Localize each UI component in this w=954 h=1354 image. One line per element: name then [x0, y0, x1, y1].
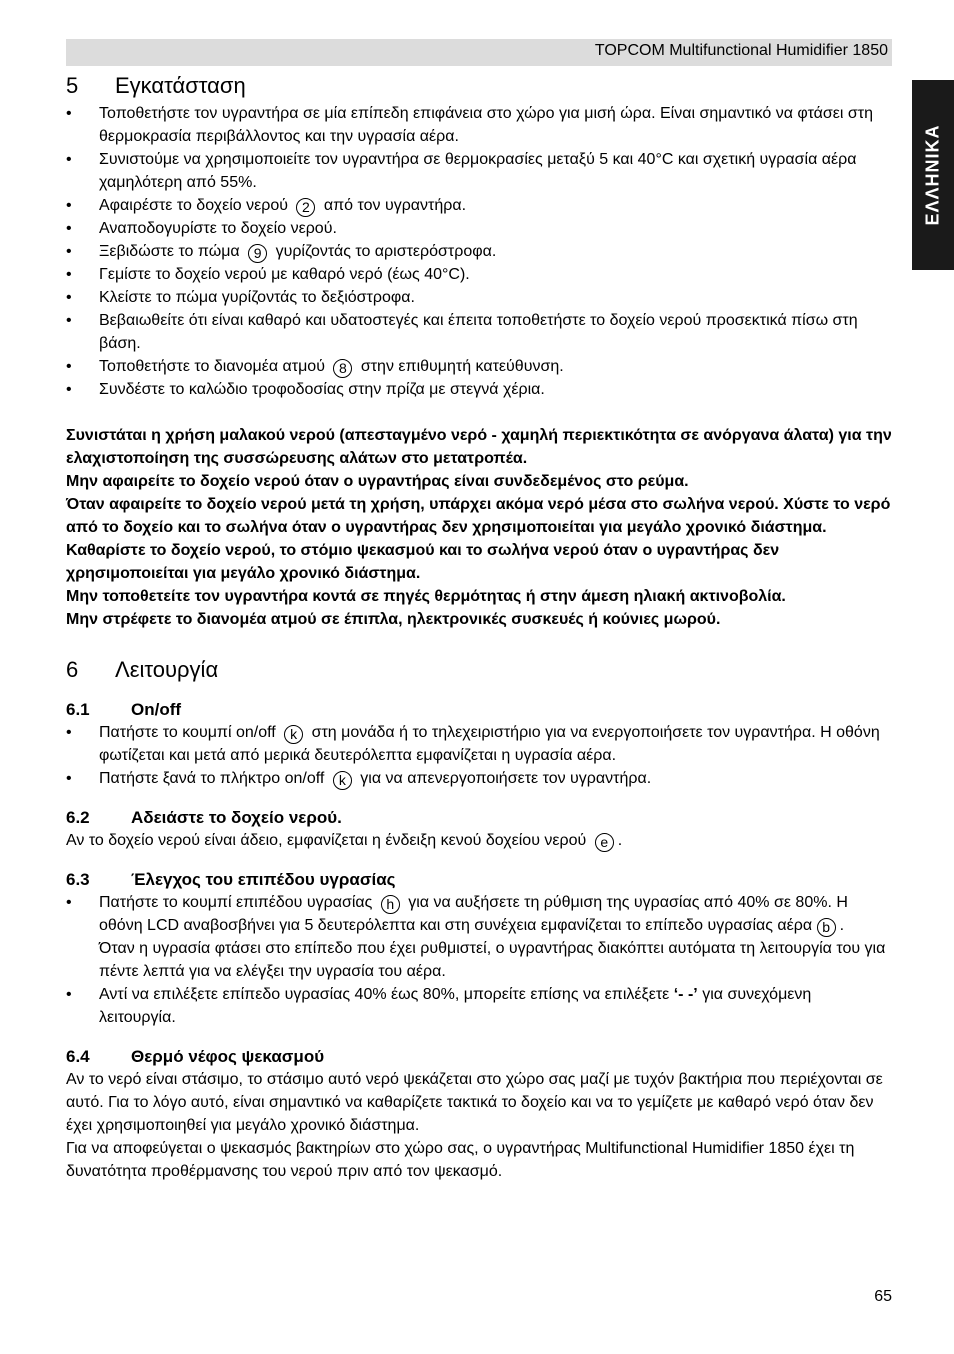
section-6-title: Λειτουργία: [115, 657, 219, 682]
section-6-2-heading: 6.2 Αδειάστε το δοχείο νερού.: [66, 808, 342, 827]
warnings-block: [66, 424, 892, 631]
list-item: • Συνδέστε το καλώδιο τροφοδοσίας στην πρίζα με στεγνά χέρια.: [66, 378, 892, 401]
humidity-list: [66, 891, 892, 1029]
onoff-list: [66, 721, 892, 790]
list-item: • Ξεβιδώστε το πώμα 9 γυρίζοντάς το αριστερόστροφα.: [66, 240, 892, 263]
humidity-h-symbol-icon: h: [381, 895, 400, 914]
list-item: • Πατήστε ξανά το πλήκτρο on/off k για να απενεργοποιήσετε τον υγραντήρα.: [66, 767, 892, 790]
page-number: 65: [874, 1288, 892, 1305]
part-8-symbol-icon: 8: [333, 359, 352, 378]
header-bar: [66, 39, 892, 66]
page-content: [66, 72, 892, 1183]
language-tab: [912, 80, 954, 270]
section-6-1-title: On/off: [131, 700, 182, 719]
list-item: • Κλείστε το πώμα γυρίζοντάς το δεξιόστροφα.: [66, 286, 892, 309]
list-item: • Βεβαιωθείτε ότι είναι καθαρό και υδατοστεγές και έπειτα τοποθετήστε το δοχείο νερού προσεκτικά πίσω στη βάση.: [66, 309, 892, 355]
header-title: TOPCOM Multifunctional Humidifier 1850: [594, 42, 888, 59]
part-9-symbol-icon: 9: [248, 244, 267, 263]
onoff-k-symbol-icon: k: [284, 725, 303, 744]
list-item: • Πατήστε το κουμπί επιπέδου υγρασίας h για να αυξήσετε τη ρύθμιση της υγρασίας από 40% σε 80%. Η οθόνη LCD αναβοσβήνει για 5 δευτερόλεπτα και στη συνέχεια εμφανίζεται το επίπεδο υγρασίας αέρα b . Όταν η υγρασία φτάσει στο επίπεδο που έχει ρυθμιστεί, ο υγραντήρας διακόπτει αυτόματα τη λειτουργία του για πέντε λεπτά για να ελέγξει την υγρασία του αέρα.: [66, 891, 892, 983]
list-item: • Αναποδογυρίστε το δοχείο νερού.: [66, 217, 892, 240]
section-5-title: Εγκατάσταση: [115, 73, 246, 98]
section-6-3-heading: 6.3 Έλεγχος του επιπέδου υγρασίας: [66, 870, 396, 889]
section-5-heading: 5 Εγκατάσταση: [66, 73, 246, 98]
paragraph: Για να αποφεύγεται ο ψεκασμός βακτηρίων στο χώρο σας, ο υγραντήρας Multifunctional Humidifier 1850 έχει τη δυνατότητα προθέρμανσης του νερού πριν από τον ψεκασμό.: [66, 1140, 855, 1180]
part-2-symbol-icon: 2: [296, 198, 315, 217]
list-item: • Πατήστε το κουμπί on/off k στη μονάδα ή το τηλεχειριστήριο για να ενεργοποιήσετε τον υγραντήρα. Η οθόνη φωτίζεται και μετά από μερικά δευτερόλεπτα εμφανίζεται η υγρασία αέρα.: [66, 721, 892, 767]
onoff-k-symbol-icon: k: [333, 771, 352, 790]
list-item: • Συνιστούμε να χρησιμοποιείτε τον υγραντήρα σε θερμοκρασίες μεταξύ 5 και 40°C και σχετική υγρασία αέρα χαμηλότερη από 55%.: [66, 148, 892, 194]
paragraph: Αν το νερό είναι στάσιμο, το στάσιμο αυτό νερό ψεκάζεται στο χώρο σας μαζί με τυχόν βακτήρια που περιέχονται σε αυτό. Για το λόγο αυτό, είναι σημαντικό να καθαρίζετε τακτικά το δοχείο και να το γεμίζετε με καθαρό νερό όταν δεν έχει χρησιμοποιηθεί για μεγάλο χρονικό διάστημα.: [66, 1071, 883, 1134]
warning-text: Μην στρέφετε το διανομέα ατμού σε έπιπλα, ηλεκτρονικές συσκευές ή κούνιες μωρού.: [66, 611, 721, 628]
warning-text: Όταν αφαιρείτε το δοχείο νερού μετά τη χρήση, υπάρχει ακόμα νερό μέσα στο σωλήνα νερού. Χύστε το νερό από το δοχείο και το σωλήνα όταν ο υγραντήρας δεν χρησιμοποιείται για μεγάλο χρονικό διάστημα.: [66, 496, 891, 536]
language-tab-label: ΕΛΛΗΝΙΚΑ: [922, 124, 943, 226]
list-item: • Τοποθετήστε το διανομέα ατμού 8 στην επιθυμητή κατεύθυνση.: [66, 355, 892, 378]
section-6-2-title: Αδειάστε το δοχείο νερού.: [131, 808, 342, 827]
list-item: • Τοποθετήστε τον υγραντήρα σε μία επίπεδη επιφάνεια στο χώρο για μισή ώρα. Είναι σημαντικό να φτάσει στη θερμοκρασία περιβάλλοντος και την υγρασία αέρα.: [66, 102, 892, 148]
warning-text: Συνιστάται η χρήση μαλακού νερού (απεσταγμένο νερό - χαμηλή περιεκτικότητα σε ανόργανα άλατα) για την ελαχιστοποίηση της συσσώρευσης αλάτων στο μετατροπέα.: [66, 427, 892, 467]
section-6-4-heading: 6.4 Θερμό νέφος ψεκασμού: [66, 1047, 325, 1066]
list-item: • Γεμίστε το δοχείο νερού με καθαρό νερό (έως 40°C).: [66, 263, 892, 286]
warning-text: Μην αφαιρείτε το δοχείο νερού όταν ο υγραντήρας είναι συνδεδεμένος στο ρεύμα.: [66, 473, 689, 490]
empty-tank-e-symbol-icon: e: [595, 833, 614, 852]
warning-text: Μην τοποθετείτε τον υγραντήρα κοντά σε πηγές θερμότητας ή στην άμεση ηλιακή ακτινοβολία.: [66, 588, 786, 605]
list-item: • Αντί να επιλέξετε επίπεδο υγρασίας 40% έως 80%, μπορείτε επίσης να επιλέξετε ‘- -’ για συνεχόμενη λειτουργία.: [66, 983, 892, 1029]
section-6-1-heading: 6.1 On/off: [66, 700, 182, 719]
empty-tank-paragraph: Αν το δοχείο νερού είναι άδειο, εμφανίζεται η ένδειξη κενού δοχείου νερού e .: [66, 832, 623, 850]
humidity-b-symbol-icon: b: [817, 918, 836, 937]
section-6-4-title: Θερμό νέφος ψεκασμού: [131, 1047, 325, 1066]
list-item: • Αφαιρέστε το δοχείο νερού 2 από τον υγραντήρα.: [66, 194, 892, 217]
installation-list: [66, 102, 892, 401]
warning-text: Καθαρίστε το δοχείο νερού, το στόμιο ψεκασμού και το σωλήνα νερού όταν ο υγραντήρας δεν χρησιμοποιείται για μεγάλο χρονικό διάστημα.: [66, 542, 780, 582]
section-6-heading: 6 Λειτουργία: [66, 657, 219, 682]
section-6-3-title: Έλεγχος του επιπέδου υγρασίας: [131, 870, 396, 889]
